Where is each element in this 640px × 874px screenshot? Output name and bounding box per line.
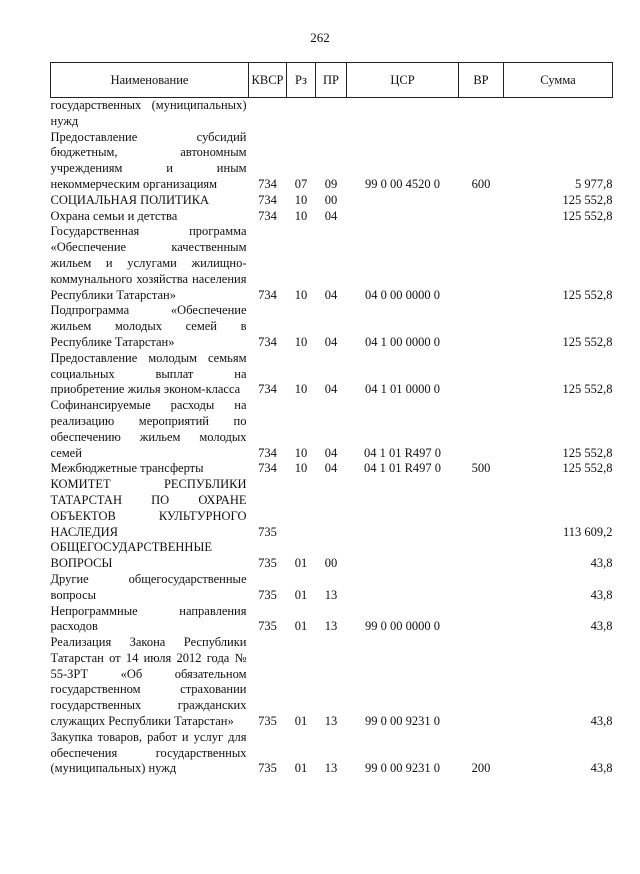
row-pr: 04: [324, 208, 338, 223]
table-body: [51, 98, 613, 778]
row-sum: [504, 98, 613, 130]
row-rz: 01: [294, 556, 308, 571]
row-rz: 10: [294, 334, 308, 349]
row-kvsr: 735: [258, 714, 277, 729]
row-name: ОБЩЕГОСУДАРСТВЕННЫЕ ВОПРОСЫ: [50, 540, 212, 571]
row-sum: 125 552,8: [562, 445, 613, 460]
row-vr: 200: [471, 761, 491, 776]
row-name: Непрограммные направления расходов: [50, 603, 247, 634]
row-vr: [459, 224, 504, 303]
row-name: Предоставление субсидий бюджетным, автономным учреждениям и иным некоммерческим организациям: [50, 129, 247, 191]
row-kvsr: 734: [258, 176, 277, 191]
table-row: [51, 540, 613, 572]
row-vr: [459, 398, 504, 461]
row-csr: 99 0 00 0000 0: [365, 619, 440, 634]
row-pr: [316, 98, 347, 130]
row-kvsr: 735: [258, 619, 277, 634]
row-name: Подпрограмма «Обеспечение жильем молодых семей в Республике Татарстан»: [50, 303, 247, 349]
row-pr: 04: [324, 461, 338, 476]
row-csr: 99 0 00 9231 0: [365, 761, 440, 776]
row-vr: [459, 351, 504, 398]
row-name: государственных (муниципальных) нужд: [50, 98, 247, 128]
table-row: [51, 224, 613, 303]
row-kvsr: 734: [258, 382, 277, 397]
row-vr: [459, 572, 504, 604]
table-row: [51, 477, 613, 540]
row-sum: 43,8: [590, 556, 613, 571]
row-sum: 5 977,8: [575, 176, 613, 191]
row-csr: 04 0 00 0000 0: [365, 287, 440, 302]
header-rz: Рз: [287, 63, 316, 98]
table-row: [51, 730, 613, 777]
row-pr: 13: [324, 761, 338, 776]
row-pr: 04: [324, 287, 338, 302]
table-row: [51, 604, 613, 636]
row-pr: 00: [324, 556, 338, 571]
row-rz: 10: [294, 382, 308, 397]
table-row: [51, 461, 613, 477]
row-pr: 13: [324, 619, 338, 634]
row-csr: 04 1 00 0000 0: [365, 334, 440, 349]
row-vr: 600: [471, 176, 491, 191]
row-sum: 125 552,8: [562, 334, 613, 349]
row-vr: [459, 477, 504, 540]
row-vr: [459, 540, 504, 572]
row-sum: 125 552,8: [562, 208, 613, 223]
table-row: [51, 193, 613, 209]
table-row: [51, 209, 613, 225]
row-pr: 00: [324, 192, 338, 207]
header-vr: ВР: [459, 63, 504, 98]
table-row: [51, 398, 613, 461]
row-kvsr: 734: [258, 287, 277, 302]
row-csr: 99 0 00 9231 0: [365, 714, 440, 729]
row-pr: 13: [324, 587, 338, 602]
row-vr: [459, 303, 504, 350]
row-name: Охрана семьи и детства: [50, 208, 178, 223]
table-row: [51, 572, 613, 604]
row-name: Реализация Закона Республики Татарстан от 14 июля 2012 года № 55-ЗРТ «Об обязательном государственном страховании государственных гражданских служащих Республики Татарстан»: [50, 635, 247, 729]
row-csr: [347, 193, 459, 209]
row-sum: 113 609,2: [562, 524, 613, 539]
row-kvsr: 734: [258, 445, 277, 460]
row-csr: 04 1 01 R497 0: [363, 445, 442, 460]
row-csr: 04 1 01 R497 0: [363, 461, 442, 476]
table-header: [51, 63, 613, 98]
row-sum: 43,8: [590, 587, 613, 602]
table-row: [51, 635, 613, 730]
row-name: Межбюджетные трансферты: [50, 461, 204, 476]
row-rz: 10: [294, 192, 308, 207]
row-pr: 09: [324, 176, 338, 191]
row-pr: 04: [324, 445, 338, 460]
row-csr: [347, 477, 459, 540]
row-name: Закупка товаров, работ и услуг для обеспечения государственных (муниципальных) нужд: [50, 729, 247, 776]
row-vr: [459, 635, 504, 730]
row-name: КОМИТЕТ РЕСПУБЛИКИ ТАТАРСТАН ПО ОХРАНЕ ОБЪЕКТОВ КУЛЬТУРНОГО НАСЛЕДИЯ: [50, 477, 247, 539]
row-sum: 125 552,8: [562, 382, 613, 397]
row-kvsr: 735: [258, 556, 277, 571]
row-sum: 125 552,8: [562, 192, 613, 207]
row-kvsr: 735: [258, 587, 277, 602]
row-vr: [459, 98, 504, 130]
row-sum: 43,8: [590, 761, 613, 776]
row-csr: [347, 572, 459, 604]
row-kvsr: 734: [258, 192, 277, 207]
row-name: Государственная программа «Обеспечение качественным жильем и услугами жилищно-коммунального хозяйства населения Республики Татарстан»: [50, 224, 247, 302]
row-kvsr: [249, 98, 287, 130]
row-name: Софинансируемые расходы на реализацию мероприятий по обеспечению жильем молодых семей: [50, 398, 247, 460]
row-csr: 99 0 00 4520 0: [365, 176, 440, 191]
row-csr: 04 1 01 0000 0: [365, 382, 440, 397]
row-rz: 01: [294, 619, 308, 634]
table-row: [51, 303, 613, 350]
row-rz: 10: [294, 461, 308, 476]
row-sum: 43,8: [590, 714, 613, 729]
row-pr: 04: [324, 382, 338, 397]
row-sum: 125 552,8: [562, 461, 613, 476]
row-rz: 01: [294, 587, 308, 602]
table-row: [51, 98, 613, 130]
table-row: [51, 130, 613, 193]
header-kvsr: КВСР: [249, 63, 287, 98]
table-row: [51, 351, 613, 398]
row-name: СОЦИАЛЬНАЯ ПОЛИТИКА: [50, 192, 210, 207]
header-name: Наименование: [51, 63, 249, 98]
row-rz: 10: [294, 445, 308, 460]
row-kvsr: 735: [258, 761, 277, 776]
row-sum: 43,8: [590, 619, 613, 634]
row-csr: [347, 209, 459, 225]
row-name: Другие общегосударственные вопросы: [50, 571, 247, 602]
row-kvsr: 734: [258, 208, 277, 223]
row-rz: [287, 98, 316, 130]
budget-table: [50, 62, 613, 777]
header-sum: Сумма: [504, 63, 613, 98]
row-name: Предоставление молодым семьям социальных выплат на приобретение жилья эконом-класса: [50, 350, 247, 397]
row-pr: 04: [324, 334, 338, 349]
row-rz: 01: [294, 714, 308, 729]
row-vr: [459, 193, 504, 209]
page-number: 262: [310, 30, 330, 45]
row-rz: 01: [294, 761, 308, 776]
row-csr: [347, 540, 459, 572]
row-vr: [459, 604, 504, 636]
row-kvsr: 734: [258, 334, 277, 349]
header-pr: ПР: [316, 63, 347, 98]
row-rz: 10: [294, 208, 308, 223]
row-pr: [316, 477, 347, 540]
row-csr: [347, 98, 459, 130]
row-rz: 07: [294, 176, 308, 191]
row-pr: 13: [324, 714, 338, 729]
header-csr: ЦСР: [347, 63, 459, 98]
row-vr: [459, 209, 504, 225]
row-rz: 10: [294, 287, 308, 302]
row-vr: 500: [471, 461, 491, 476]
row-rz: [287, 477, 316, 540]
row-kvsr: 735: [258, 524, 277, 539]
row-kvsr: 734: [258, 461, 277, 476]
row-sum: 125 552,8: [562, 287, 613, 302]
